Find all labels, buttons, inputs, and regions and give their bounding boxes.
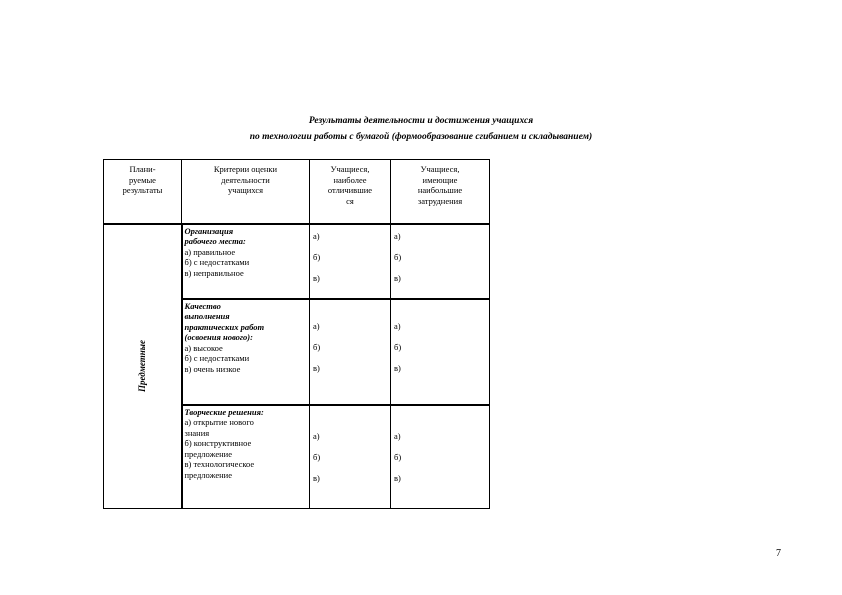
criterion-item: б) с недостатками bbox=[184, 257, 250, 267]
header-text: руемые bbox=[129, 174, 156, 185]
criterion-item: в) очень низкое bbox=[184, 363, 241, 374]
option-mark: а) bbox=[313, 320, 320, 331]
header-text: наиболее bbox=[333, 174, 367, 185]
header-text: затруднения bbox=[417, 195, 463, 206]
group-cell bbox=[104, 224, 182, 509]
header-criteria bbox=[182, 160, 310, 224]
distinguished-cell bbox=[310, 405, 391, 509]
criterion-item: знания bbox=[184, 427, 210, 438]
criterion-item: в) неправильное bbox=[184, 267, 244, 278]
title-line-1: Результаты деятельности и достижения учащихся bbox=[308, 116, 534, 126]
criterion-heading: Творческие решения: bbox=[184, 406, 264, 417]
option-mark: а) bbox=[394, 230, 401, 241]
header-planned-results bbox=[104, 160, 182, 224]
criterion-cell bbox=[182, 299, 310, 405]
header-text: Критерии оценки bbox=[213, 164, 278, 174]
criterion-item: предложение bbox=[184, 469, 232, 480]
criterion-item: а) высокое bbox=[184, 342, 223, 353]
option-mark: б) bbox=[394, 251, 402, 262]
header-text: учащихся bbox=[227, 185, 264, 195]
option-mark: в) bbox=[313, 362, 320, 373]
option-mark: в) bbox=[313, 472, 320, 483]
header-text: Учащиеся, bbox=[330, 164, 370, 174]
criterion-cell bbox=[182, 405, 310, 509]
option-mark: а) bbox=[313, 430, 320, 441]
option-mark: б) bbox=[394, 341, 402, 352]
option-mark: в) bbox=[313, 272, 320, 283]
header-text: наибольшие bbox=[417, 185, 463, 195]
option-mark: в) bbox=[394, 472, 401, 483]
struggling-cell bbox=[391, 224, 490, 299]
struggling-cell bbox=[391, 405, 490, 509]
criterion-item: б) с недостатками bbox=[184, 353, 250, 363]
header-text: деятельности bbox=[221, 174, 270, 185]
option-mark: в) bbox=[394, 362, 401, 373]
option-mark: б) bbox=[313, 341, 321, 352]
header-struggling-students bbox=[391, 160, 490, 224]
group-label: Предметные bbox=[137, 340, 147, 393]
struggling-cell bbox=[391, 299, 490, 405]
option-mark: б) bbox=[313, 251, 321, 262]
criterion-item: б) конструктивное bbox=[184, 438, 252, 448]
criterion-item: предложение bbox=[184, 448, 232, 459]
header-text: результаты bbox=[122, 185, 163, 195]
criterion-heading: рабочего места: bbox=[184, 236, 246, 246]
option-mark: б) bbox=[313, 451, 321, 462]
distinguished-cell bbox=[310, 224, 391, 299]
criterion-heading: практических работ bbox=[184, 321, 265, 332]
criterion-heading: Организация bbox=[184, 225, 234, 236]
criterion-item: в) технологическое bbox=[184, 459, 255, 469]
option-mark: а) bbox=[394, 430, 401, 441]
option-mark: а) bbox=[313, 230, 320, 241]
option-mark: в) bbox=[394, 272, 401, 283]
header-text: отличившие bbox=[327, 185, 373, 195]
option-mark: а) bbox=[394, 320, 401, 331]
criterion-heading: (освоения нового): bbox=[184, 332, 253, 342]
results-table bbox=[103, 159, 490, 509]
page-number: 7 bbox=[776, 548, 781, 559]
option-mark: б) bbox=[394, 451, 402, 462]
distinguished-cell bbox=[310, 299, 391, 405]
criterion-item: а) правильное bbox=[184, 246, 236, 257]
header-row bbox=[104, 160, 490, 224]
title-line-2: по технологии работы с бумагой (формообразование сгибанием и складыванием) bbox=[249, 132, 593, 142]
criterion-heading: выполнения bbox=[184, 311, 230, 321]
header-text: имеющие bbox=[422, 174, 458, 185]
header-text: Учащиеся, bbox=[420, 164, 460, 174]
table-row bbox=[104, 224, 490, 299]
criterion-cell bbox=[182, 224, 310, 299]
header-distinguished-students bbox=[310, 160, 391, 224]
header-text: Плани- bbox=[129, 164, 156, 174]
criterion-heading: Качество bbox=[184, 300, 221, 311]
header-text: ся bbox=[346, 195, 354, 206]
criterion-item: а) открытие нового bbox=[184, 417, 254, 427]
